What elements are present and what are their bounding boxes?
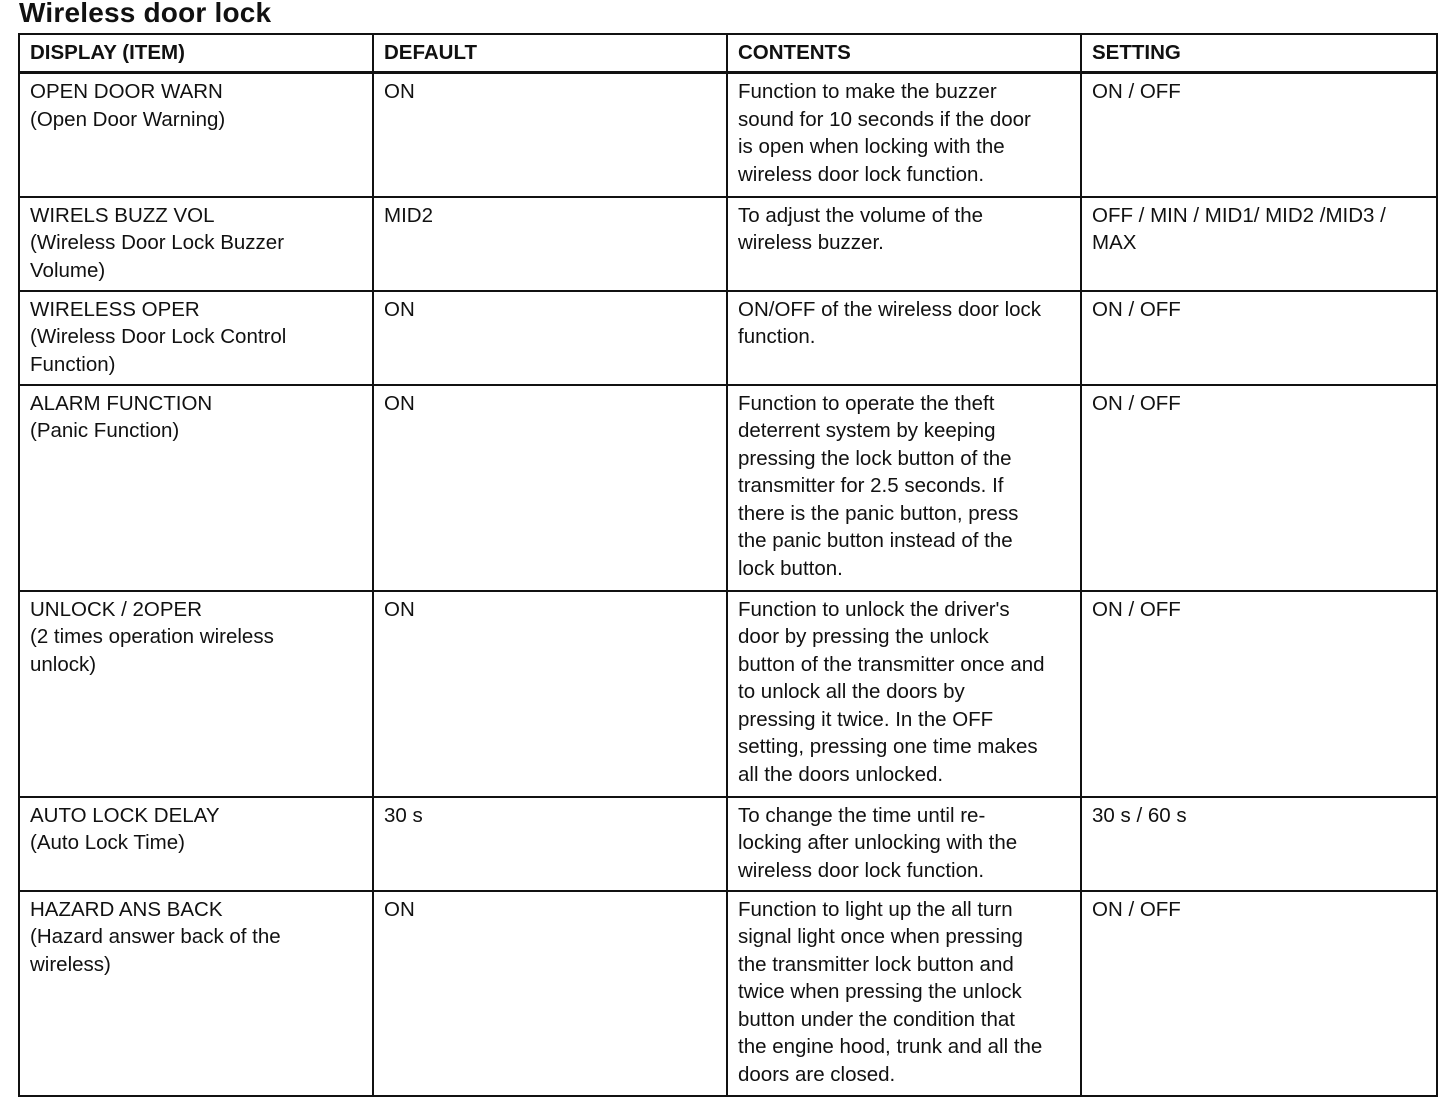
item-description: (Wireless Door Lock Buzzer bbox=[30, 231, 285, 255]
default-cell: ON bbox=[373, 291, 727, 385]
item-name: HAZARD ANS BACK bbox=[30, 897, 223, 921]
table-row bbox=[19, 891, 1437, 1096]
setting-line: ON / OFF bbox=[1092, 597, 1181, 621]
contents-line: sound for 10 seconds if the door bbox=[738, 107, 1031, 131]
default-cell: ON bbox=[373, 385, 727, 591]
contents-line: wireless door lock function. bbox=[738, 162, 985, 186]
contents-cell bbox=[727, 291, 1081, 385]
contents-line: the panic button instead of the bbox=[738, 529, 1013, 553]
item-description: wireless) bbox=[30, 952, 111, 976]
contents-line: button under the condition that bbox=[738, 1007, 1015, 1031]
item-cell bbox=[19, 291, 373, 385]
contents-line: ON/OFF of the wireless door lock bbox=[738, 297, 1042, 321]
item-cell bbox=[19, 797, 373, 891]
setting-cell bbox=[1081, 73, 1437, 197]
contents-cell bbox=[727, 591, 1081, 797]
header-setting: SETTING bbox=[1081, 34, 1437, 73]
setting-line: ON / OFF bbox=[1092, 897, 1181, 921]
setting-cell bbox=[1081, 591, 1437, 797]
item-cell bbox=[19, 891, 373, 1096]
default-cell: ON bbox=[373, 591, 727, 797]
header-display-item: DISPLAY (ITEM) bbox=[19, 34, 373, 73]
item-description: Volume) bbox=[30, 258, 106, 282]
item-name: UNLOCK / 2OPER bbox=[30, 597, 203, 621]
contents-line: locking after unlocking with the bbox=[738, 831, 1018, 855]
table-row bbox=[19, 591, 1437, 797]
table-row bbox=[19, 797, 1437, 891]
contents-line: the transmitter lock button and bbox=[738, 952, 1014, 976]
item-description: (Wireless Door Lock Control bbox=[30, 325, 287, 349]
default-cell: ON bbox=[373, 891, 727, 1096]
contents-cell bbox=[727, 797, 1081, 891]
header-default: DEFAULT bbox=[373, 34, 727, 73]
table-row bbox=[19, 385, 1437, 591]
table-row bbox=[19, 291, 1437, 385]
setting-line: ON / OFF bbox=[1092, 297, 1181, 321]
item-name: ALARM FUNCTION bbox=[30, 391, 213, 415]
setting-cell bbox=[1081, 891, 1437, 1096]
setting-cell bbox=[1081, 797, 1437, 891]
contents-line: deterrent system by keeping bbox=[738, 419, 996, 443]
contents-line: To adjust the volume of the bbox=[738, 203, 984, 227]
contents-cell bbox=[727, 891, 1081, 1096]
setting-line: OFF / MIN / MID1/ MID2 /MID3 / bbox=[1092, 203, 1386, 227]
item-cell bbox=[19, 73, 373, 197]
contents-line: Function to light up the all turn bbox=[738, 897, 1013, 921]
default-cell: ON bbox=[373, 73, 727, 197]
setting-cell bbox=[1081, 197, 1437, 291]
item-name: OPEN DOOR WARN bbox=[30, 80, 223, 103]
contents-line: to unlock all the doors by bbox=[738, 680, 965, 704]
table-row bbox=[19, 73, 1437, 197]
contents-line: pressing the lock button of the bbox=[738, 446, 1012, 470]
contents-line: pressing it twice. In the OFF bbox=[738, 707, 994, 731]
contents-line: setting, pressing one time makes bbox=[738, 735, 1038, 759]
setting-line: ON / OFF bbox=[1092, 80, 1181, 103]
contents-line: door by pressing the unlock bbox=[738, 625, 989, 649]
contents-line: is open when locking with the bbox=[738, 135, 1005, 159]
item-description: (Open Door Warning) bbox=[30, 107, 226, 131]
contents-line: there is the panic button, press bbox=[738, 501, 1019, 525]
contents-line: button of the transmitter once and bbox=[738, 652, 1045, 676]
contents-line: wireless buzzer. bbox=[738, 231, 884, 255]
contents-line: function. bbox=[738, 325, 816, 349]
contents-line: lock button. bbox=[738, 557, 843, 581]
contents-line: Function to make the buzzer bbox=[738, 80, 997, 103]
page-title: Wireless door lock bbox=[19, 0, 272, 28]
item-cell bbox=[19, 385, 373, 591]
item-description: (Auto Lock Time) bbox=[30, 831, 185, 855]
setting-line: ON / OFF bbox=[1092, 391, 1181, 415]
contents-line: the engine hood, trunk and all the bbox=[738, 1035, 1043, 1059]
contents-line: doors are closed. bbox=[738, 1063, 896, 1087]
default-cell: MID2 bbox=[373, 197, 727, 291]
contents-line: wireless door lock function. bbox=[738, 858, 985, 882]
item-description: unlock) bbox=[30, 652, 97, 676]
item-description: (Hazard answer back of the bbox=[30, 925, 281, 949]
setting-line: 30 s / 60 s bbox=[1092, 803, 1187, 827]
setting-line: MAX bbox=[1092, 231, 1137, 255]
contents-line: Function to operate the theft bbox=[738, 391, 995, 415]
item-cell bbox=[19, 197, 373, 291]
header-contents: CONTENTS bbox=[727, 34, 1081, 73]
item-description: Function) bbox=[30, 352, 116, 376]
default-cell: 30 s bbox=[373, 797, 727, 891]
contents-cell bbox=[727, 385, 1081, 591]
item-cell bbox=[19, 591, 373, 797]
setting-cell bbox=[1081, 291, 1437, 385]
contents-line: signal light once when pressing bbox=[738, 925, 1023, 949]
contents-cell bbox=[727, 197, 1081, 291]
setting-cell bbox=[1081, 385, 1437, 591]
item-name: AUTO LOCK DELAY bbox=[30, 803, 220, 827]
table-header-row bbox=[19, 34, 1437, 73]
contents-line: Function to unlock the driver's bbox=[738, 597, 1010, 621]
item-name: WIRELESS OPER bbox=[30, 297, 200, 321]
item-name: WIRELS BUZZ VOL bbox=[30, 203, 215, 227]
contents-cell bbox=[727, 73, 1081, 197]
item-description: (2 times operation wireless bbox=[30, 625, 274, 649]
table-row bbox=[19, 197, 1437, 291]
item-description: (Panic Function) bbox=[30, 419, 180, 443]
contents-line: To change the time until re- bbox=[738, 803, 986, 827]
contents-line: transmitter for 2.5 seconds. If bbox=[738, 474, 1004, 498]
contents-line: all the doors unlocked. bbox=[738, 763, 944, 787]
settings-table bbox=[18, 33, 1438, 1097]
contents-line: twice when pressing the unlock bbox=[738, 980, 1022, 1004]
